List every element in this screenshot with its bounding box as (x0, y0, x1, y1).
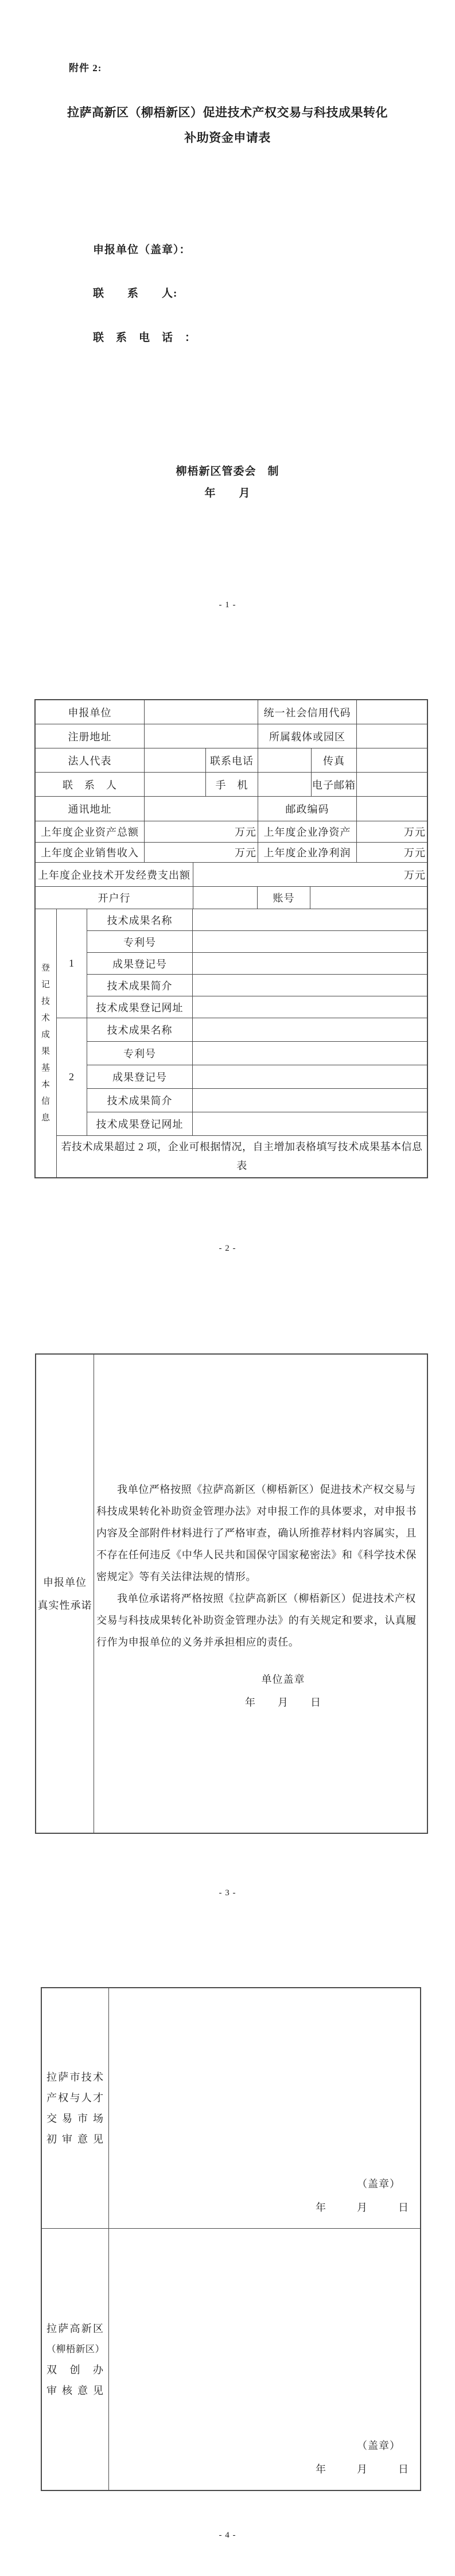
commitment-paragraph-2: 我单位承诺将严格按照《拉萨高新区（柳梧新区）促进技术产权交易与科技成果转化补助资金管理办法》的有关规定和要求，认真履行作为申报单位的义务并承担相应的责任。 (96, 1592, 417, 1648)
field-label: 上年度企业技术开发经费支出额 (36, 863, 193, 886)
table-note (57, 1136, 427, 1177)
page-number-3: - 3 - (219, 1888, 236, 1898)
applicant-unit-value-cell (145, 700, 258, 724)
field-label: 上年度企业销售收入 (36, 843, 145, 862)
page-number-2: - 2 - (219, 1244, 236, 1253)
label-line: 审核意见 (46, 2384, 104, 2396)
field-label: 邮政编码 (258, 797, 357, 821)
postcode-value-cell (357, 797, 427, 821)
achievement-name-value-cell (193, 1018, 427, 1041)
table-row (36, 843, 427, 863)
phone-value-cell (258, 748, 312, 772)
patent-no-value-cell (193, 931, 427, 952)
review-date-line: 年 月 日 (316, 2464, 409, 2475)
patent-no-value-cell (193, 1042, 427, 1065)
attachment-label: 附件 2: (69, 63, 102, 73)
page-number-4: - 4 - (219, 2531, 236, 2540)
field-label: 所属载体或园区 (258, 724, 357, 748)
field-label: 技术成果简介 (87, 975, 193, 996)
brief-value-cell (193, 975, 427, 996)
label-line: 交易市场 (46, 2113, 104, 2124)
net-profit-value-cell: 万元 (404, 847, 426, 859)
registration-no-value-cell (193, 953, 427, 974)
label-line: 双创办 (46, 2364, 104, 2376)
applicant-unit-label: 申报单位（盖章）： (93, 244, 191, 256)
field-label: 技术成果简介 (87, 1089, 193, 1112)
seal-placeholder: （盖章） (357, 2178, 400, 2190)
label-line: 产权与人才 (46, 2092, 104, 2104)
label-line: 拉萨高新区 (46, 2322, 104, 2334)
table-row (36, 724, 427, 748)
review-date-line: 年 月 日 (316, 2202, 409, 2213)
field-label: 技术成果名称 (87, 909, 193, 930)
preliminary-review-section (42, 1988, 420, 2229)
sales-revenue-value-cell: 万元 (145, 843, 258, 862)
contact-phone-label: 联 系 电 话 ： (93, 332, 197, 344)
field-label: 联系电话 (206, 748, 258, 772)
fax-value-cell (357, 748, 427, 772)
table-row (36, 863, 427, 887)
registration-url-value-cell (193, 1112, 427, 1135)
table-row (36, 821, 427, 843)
field-label: 通讯地址 (36, 797, 145, 821)
page-number-1: - 1 - (219, 600, 236, 610)
field-label: 开户行 (36, 887, 193, 909)
label-line: 初审意见 (46, 2133, 104, 2145)
field-label: 专利号 (87, 931, 193, 952)
issue-date-line: 年 月 (204, 487, 251, 499)
seal-placeholder: （盖章） (357, 2440, 400, 2451)
field-label: 联 系 人 (36, 773, 145, 796)
commitment-body (94, 1355, 427, 1833)
total-assets-value-cell: 万元 (145, 821, 258, 842)
field-label: 成果登记号 (87, 953, 193, 974)
preliminary-review-opinion-area (109, 1988, 420, 2228)
credit-code-value-cell (357, 700, 427, 724)
table-note-line2: 表 (236, 1160, 247, 1171)
achievements-side-label: 登记技术成果基本信息 (36, 909, 57, 1177)
table-note-line1: 若技术成果超过 2 项，企业可根据情况，自主增加表格填写技术成果基本信息 (61, 1141, 423, 1153)
field-label: 电子邮箱 (312, 773, 357, 796)
field-label: 上年度企业净利润 (258, 843, 357, 862)
field-label: 手 机 (206, 773, 258, 796)
final-review-opinion-area (109, 2229, 420, 2490)
table-row (36, 887, 427, 909)
field-label: 传真 (312, 748, 357, 772)
legal-rep-value-cell (145, 748, 206, 772)
label-line: 拉萨市技术 (46, 2071, 104, 2083)
unit-seal-label: 单位盖章 (261, 1673, 305, 1685)
side-label-line: 申报单位 (43, 1576, 87, 1588)
group-number: 2 (57, 1018, 87, 1135)
achievement-group-1 (57, 909, 427, 1018)
commitment-date-line: 年 月 日 (245, 1696, 321, 1708)
commitment-paragraph-1: 我单位严格按照《拉萨高新区（柳梧新区）促进技术产权交易与科技成果转化补助资金管理办法》对申报工作的具体要求，对申报书内容及全部附件材料进行了严格审查，确认所推荐材料内容属实，且不存在任何违反《中华人民共和国保守国家秘密法》和《科学技术保密规定》等有关法律法规的情形。 (96, 1483, 417, 1582)
account-value-cell (310, 887, 427, 909)
achievement-group-2 (57, 1018, 427, 1136)
field-label: 注册地址 (36, 724, 145, 748)
field-label: 上年度企业资产总额 (36, 821, 145, 842)
side-label-line: 真实性承诺 (37, 1599, 92, 1611)
bank-value-cell (193, 887, 258, 909)
field-label: 法人代表 (36, 748, 145, 772)
document-title-line1: 拉萨高新区（柳梧新区）促进技术产权交易与科技成果转化 (67, 106, 388, 119)
net-assets-value-cell: 万元 (404, 827, 426, 838)
table-row (36, 797, 427, 821)
achievements-section (36, 909, 427, 1177)
table-row (36, 773, 427, 797)
preliminary-review-label (42, 1988, 109, 2228)
field-label: 技术成果登记网址 (87, 1112, 193, 1135)
email-value-cell (357, 773, 427, 796)
achievement-name-value-cell (193, 909, 427, 930)
field-label: 上年度企业净资产 (258, 821, 357, 842)
basic-info-table (34, 699, 428, 1178)
mailing-address-value-cell (145, 797, 258, 821)
table-row (36, 748, 427, 773)
mobile-value-cell (258, 773, 312, 796)
field-label: 统一社会信用代码 (258, 700, 357, 724)
field-label: 成果登记号 (87, 1065, 193, 1088)
commitment-table (35, 1353, 428, 1834)
contact-value-cell (145, 773, 206, 796)
field-label: 技术成果名称 (87, 1018, 193, 1041)
field-label: 专利号 (87, 1042, 193, 1065)
final-review-label (42, 2229, 109, 2490)
final-review-section (42, 2229, 420, 2490)
commitment-side-label (36, 1355, 94, 1833)
rd-expense-value-cell: 万元 (404, 869, 426, 881)
field-label: 技术成果登记网址 (87, 996, 193, 1018)
table-row (36, 700, 427, 724)
registration-url-value-cell (193, 996, 427, 1018)
contact-person-label: 联 系 人: (93, 288, 178, 300)
group-number: 1 (57, 909, 87, 1018)
issuer-line: 柳梧新区管委会 制 (176, 465, 279, 478)
label-line: （柳梧新区） (46, 2343, 104, 2354)
field-label: 申报单位 (36, 700, 145, 724)
registration-no-value-cell (193, 1065, 427, 1088)
field-label: 账号 (258, 887, 310, 909)
review-table (41, 1987, 421, 2491)
document-title-line2: 补助资金申请表 (184, 131, 271, 145)
park-value-cell (357, 724, 427, 748)
brief-value-cell (193, 1089, 427, 1112)
registered-address-value-cell (145, 724, 258, 748)
